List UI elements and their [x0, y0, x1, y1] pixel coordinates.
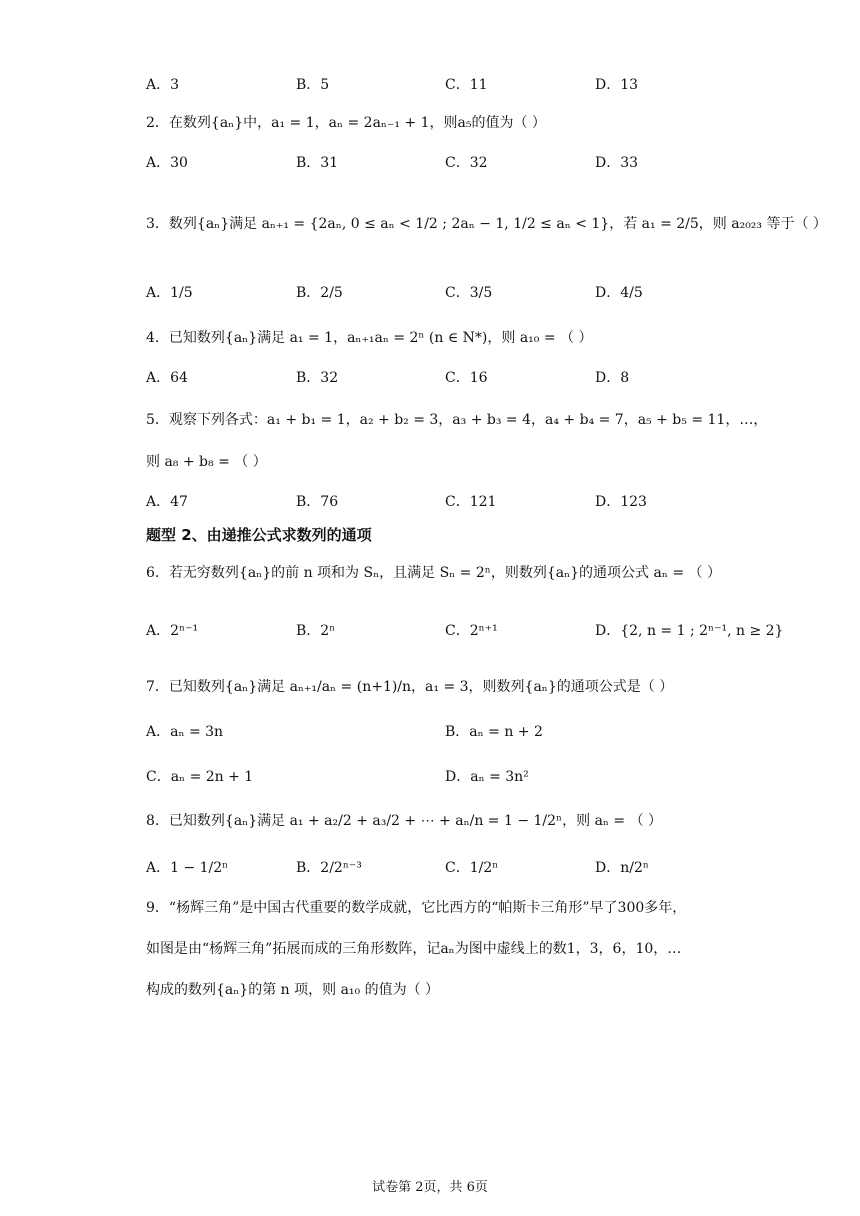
- q8-option-b: B．2/2ⁿ⁻³: [296, 860, 362, 876]
- section-heading: 题型 2、由递推公式求数列的通项: [146, 526, 372, 544]
- q8-option-c: C．1/2ⁿ: [445, 860, 499, 876]
- q2-option-a: A．30: [146, 155, 188, 171]
- q4-stem: 4．已知数列{aₙ}满足 a₁ = 1，aₙ₊₁aₙ = 2ⁿ (n ∈ N*)，则 a₁₀ = （ ）: [146, 330, 593, 346]
- q2-option-c: C．32: [445, 155, 488, 171]
- q7-option-d: D．aₙ = 3n²: [445, 769, 529, 785]
- q9-stem-line2: 如图是由“杨辉三角”拓展而成的三角形数阵，记aₙ为图中虚线上的数1，3，6，10，…: [146, 941, 682, 957]
- q7-option-c: C．aₙ = 2n + 1: [146, 769, 254, 785]
- q3-option-b: B．2/5: [296, 285, 343, 301]
- q8-option-d: D．n/2ⁿ: [595, 860, 649, 876]
- q6-option-a: A．2ⁿ⁻¹: [146, 623, 199, 639]
- q6-stem: 6．若无穷数列{aₙ}的前 n 项和为 Sₙ，且满足 Sₙ = 2ⁿ，则数列{aₙ}的通项公式 aₙ = （ ）: [146, 565, 721, 581]
- q9-stem-line3: 构成的数列{aₙ}的第 n 项，则 a₁₀ 的值为（ ）: [146, 982, 440, 998]
- q7-stem: 7．已知数列{aₙ}满足 aₙ₊₁/aₙ = (n+1)/n，a₁ = 3，则数列{aₙ}的通项公式是（ ）: [146, 679, 674, 695]
- q4-option-a: A．64: [146, 370, 188, 386]
- q6-option-b: B．2ⁿ: [296, 623, 336, 639]
- q7-option-a: A．aₙ = 3n: [146, 724, 224, 740]
- q9-stem-line1: 9．“杨辉三角”是中国古代重要的数学成就，它比西方的“帕斯卡三角形”早了300多年，: [146, 900, 687, 916]
- q5-option-a: A．47: [146, 494, 188, 510]
- q3-option-c: C．3/5: [445, 285, 493, 301]
- page-footer: 试卷第 2页，共 6页: [372, 1180, 488, 1195]
- q4-option-b: B．32: [296, 370, 339, 386]
- q5-option-b: B．76: [296, 494, 339, 510]
- q4-option-d: D．8: [595, 370, 630, 386]
- q0-option-b: B．5: [296, 77, 330, 93]
- q6-option-d: D．{2, n = 1 ; 2ⁿ⁻¹, n ≥ 2}: [595, 623, 784, 639]
- q3-stem: 3．数列{aₙ}满足 aₙ₊₁ = {2aₙ, 0 ≤ aₙ < 1/2 ; 2aₙ − 1, 1/2 ≤ aₙ < 1}，若 a₁ = 2/5，则 a₂₀₂₃ 等于（ ）: [146, 216, 827, 232]
- q5-option-d: D．123: [595, 494, 647, 510]
- q0-option-a: A．3: [146, 77, 180, 93]
- q3-option-d: D．4/5: [595, 285, 643, 301]
- q3-option-a: A．1/5: [146, 285, 193, 301]
- q5-stem-continued: 则 a₈ + b₈ = （ ）: [146, 454, 267, 470]
- q6-option-c: C．2ⁿ⁺¹: [445, 623, 498, 639]
- q2-stem: 2．在数列{aₙ}中，a₁ = 1，aₙ = 2aₙ₋₁ + 1，则a₅的值为（ ）: [146, 115, 546, 131]
- q7-option-b: B．aₙ = n + 2: [445, 724, 543, 740]
- q2-option-d: D．33: [595, 155, 639, 171]
- q4-option-c: C．16: [445, 370, 488, 386]
- q0-option-c: C．11: [445, 77, 488, 93]
- q2-option-b: B．31: [296, 155, 339, 171]
- q0-option-d: D．13: [595, 77, 639, 93]
- q5-stem: 5．观察下列各式：a₁ + b₁ = 1，a₂ + b₂ = 3，a₃ + b₃ = 4，a₄ + b₄ = 7，a₅ + b₅ = 11，…，: [146, 412, 768, 428]
- q8-option-a: A．1 − 1/2ⁿ: [146, 860, 229, 876]
- q5-option-c: C．121: [445, 494, 497, 510]
- q8-stem: 8．已知数列{aₙ}满足 a₁ + a₂/2 + a₃/2 + ⋯ + aₙ/n = 1 − 1/2ⁿ，则 aₙ = （ ）: [146, 813, 663, 829]
